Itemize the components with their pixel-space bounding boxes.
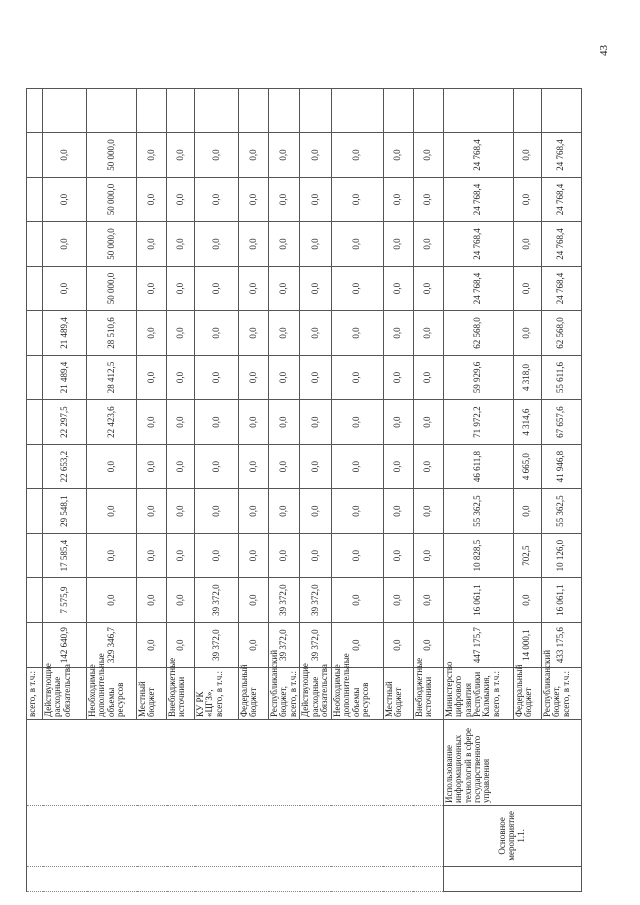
funding-source: Республиканский бюджет, всего, в т.ч.:: [541, 668, 581, 720]
empty-cell: [331, 88, 383, 133]
funding-source: Необходимые дополнительные объемы ресурсов: [331, 668, 383, 720]
amount-cell: 0,0: [513, 133, 541, 178]
amount-cell: 0,0: [43, 177, 87, 222]
amount-cell: 22 653,2: [43, 444, 87, 489]
amount-cell: 0,0: [413, 533, 443, 578]
amount-cell: 0,0: [383, 222, 413, 267]
amount-cell: 24 768,4: [541, 222, 581, 267]
amount-cell: 0,0: [269, 444, 300, 489]
amount-cell: 21 489,4: [43, 311, 87, 356]
event-name: Использование информационных технологий в сфере государственного управления: [443, 720, 581, 806]
funding-table: [26, 43, 582, 892]
amount-cell: 22 423,6: [87, 400, 137, 445]
amount-cell: 0,0: [331, 266, 383, 311]
amount-cell: 142 640,9: [43, 622, 87, 668]
amount-cell: 0,0: [137, 622, 167, 668]
amount-cell: 0,0: [167, 400, 195, 445]
amount-cell: 433 175,6: [541, 622, 581, 668]
amount-cell: 0,0: [513, 222, 541, 267]
amount-cell: 10 126,0: [541, 533, 581, 578]
amount-cell: [27, 533, 43, 578]
funding-source: Министерство цифрового развития Республики Калмыкия, всего, в т.ч.:: [443, 668, 513, 720]
funding-source: Действующие расходные обязательства: [300, 668, 331, 720]
amount-cell: 0,0: [269, 533, 300, 578]
amount-cell: [27, 222, 43, 267]
amount-cell: 39 372,0: [195, 622, 239, 668]
amount-cell: 0,0: [239, 311, 269, 356]
amount-cell: 0,0: [300, 222, 331, 267]
amount-cell: 0,0: [383, 266, 413, 311]
amount-cell: 0,0: [331, 578, 383, 623]
amount-cell: 0,0: [137, 355, 167, 400]
amount-cell: 0,0: [300, 533, 331, 578]
amount-cell: 24 768,4: [443, 266, 513, 311]
amount-cell: 22 297,5: [43, 400, 87, 445]
amount-cell: 0,0: [269, 400, 300, 445]
amount-cell: 0,0: [413, 222, 443, 267]
amount-cell: 0,0: [167, 355, 195, 400]
amount-cell: 0,0: [195, 266, 239, 311]
amount-cell: 0,0: [331, 533, 383, 578]
amount-cell: [27, 177, 43, 222]
amount-cell: 50 000,0: [87, 266, 137, 311]
empty-cell: [443, 88, 513, 133]
funding-source: Действующие расходные обязательства: [43, 668, 87, 720]
amount-cell: 0,0: [383, 578, 413, 623]
amount-cell: 0,0: [300, 133, 331, 178]
empty-cell: [195, 88, 239, 133]
empty-cell: [239, 88, 269, 133]
amount-cell: 0,0: [383, 311, 413, 356]
amount-cell: 0,0: [413, 177, 443, 222]
amount-cell: 0,0: [413, 355, 443, 400]
amount-cell: 0,0: [413, 622, 443, 668]
amount-cell: 0,0: [239, 622, 269, 668]
amount-cell: 0,0: [43, 133, 87, 178]
funding-source: Федеральный бюджет: [239, 668, 269, 720]
empty-cell: [43, 88, 87, 133]
amount-cell: 62 568,0: [443, 311, 513, 356]
amount-cell: 0,0: [137, 489, 167, 534]
amount-cell: 0,0: [167, 578, 195, 623]
amount-cell: 16 061,1: [541, 578, 581, 623]
amount-cell: 0,0: [195, 400, 239, 445]
empty-cell: [167, 88, 195, 133]
funding-source: КУ РК «ЦГЗ», всего, в т.ч.:: [195, 668, 239, 720]
amount-cell: 0,0: [269, 311, 300, 356]
amount-cell: [27, 622, 43, 668]
blank-col-b: [27, 806, 444, 867]
empty-cell: [413, 88, 443, 133]
table-row: [443, 44, 513, 892]
amount-cell: 0,0: [137, 311, 167, 356]
amount-cell: 39 372,0: [300, 578, 331, 623]
amount-cell: 0,0: [300, 177, 331, 222]
amount-cell: 24 768,4: [541, 177, 581, 222]
amount-cell: 55 611,6: [541, 355, 581, 400]
amount-cell: 4 665,0: [513, 444, 541, 489]
amount-cell: 24 768,4: [443, 222, 513, 267]
amount-cell: [27, 311, 43, 356]
amount-cell: 0,0: [167, 311, 195, 356]
amount-cell: 0,0: [300, 489, 331, 534]
amount-cell: 0,0: [413, 311, 443, 356]
amount-cell: 0,0: [195, 133, 239, 178]
amount-cell: 0,0: [167, 133, 195, 178]
amount-cell: 702,5: [513, 533, 541, 578]
funding-source: Местный бюджет: [383, 668, 413, 720]
amount-cell: 0,0: [239, 133, 269, 178]
amount-cell: 0,0: [43, 222, 87, 267]
amount-cell: 41 946,8: [541, 444, 581, 489]
amount-cell: 0,0: [383, 622, 413, 668]
amount-cell: 0,0: [43, 266, 87, 311]
blank-col-c: [27, 720, 444, 806]
amount-cell: 4 318,0: [513, 355, 541, 400]
amount-cell: 0,0: [137, 222, 167, 267]
funding-source: Внебюджетные источники: [413, 668, 443, 720]
empty-cell: [87, 88, 137, 133]
amount-cell: 0,0: [513, 177, 541, 222]
funding-source: Необходимые дополнительные объемы ресурсов: [87, 668, 137, 720]
amount-cell: 55 362,5: [541, 489, 581, 534]
amount-cell: 0,0: [331, 311, 383, 356]
amount-cell: 24 768,4: [443, 133, 513, 178]
amount-cell: 0,0: [300, 311, 331, 356]
amount-cell: 0,0: [137, 578, 167, 623]
amount-cell: 0,0: [269, 266, 300, 311]
amount-cell: 39 372,0: [269, 622, 300, 668]
amount-cell: 24 768,4: [541, 133, 581, 178]
amount-cell: 0,0: [167, 177, 195, 222]
amount-cell: 0,0: [167, 533, 195, 578]
amount-cell: 0,0: [383, 133, 413, 178]
amount-cell: 0,0: [413, 578, 443, 623]
amount-cell: 0,0: [300, 400, 331, 445]
amount-cell: 0,0: [331, 489, 383, 534]
amount-cell: 0,0: [195, 444, 239, 489]
amount-cell: 0,0: [167, 444, 195, 489]
amount-cell: 59 929,6: [443, 355, 513, 400]
amount-cell: 29 548,1: [43, 489, 87, 534]
amount-cell: 16 061,1: [443, 578, 513, 623]
amount-cell: 329 346,7: [87, 622, 137, 668]
amount-cell: [27, 133, 43, 178]
amount-cell: [27, 266, 43, 311]
amount-cell: 24 768,4: [541, 266, 581, 311]
amount-cell: 0,0: [239, 400, 269, 445]
amount-cell: 0,0: [195, 489, 239, 534]
amount-cell: 0,0: [300, 266, 331, 311]
amount-cell: 0,0: [239, 266, 269, 311]
amount-cell: 4 314,6: [513, 400, 541, 445]
empty-cell: [383, 88, 413, 133]
amount-cell: 0,0: [331, 222, 383, 267]
amount-cell: 0,0: [413, 444, 443, 489]
amount-cell: 7 575,9: [43, 578, 87, 623]
amount-cell: 39 372,0: [269, 578, 300, 623]
amount-cell: 0,0: [513, 489, 541, 534]
empty-cell: [300, 88, 331, 133]
amount-cell: 0,0: [239, 222, 269, 267]
amount-cell: [27, 578, 43, 623]
amount-cell: 39 372,0: [195, 578, 239, 623]
amount-cell: 67 657,6: [541, 400, 581, 445]
amount-cell: 0,0: [269, 133, 300, 178]
amount-cell: 28 510,6: [87, 311, 137, 356]
amount-cell: 0,0: [87, 578, 137, 623]
page-number: 43: [598, 45, 610, 56]
empty-cell: [269, 88, 300, 133]
table-row: [27, 44, 43, 892]
rotated-table-area: [26, 43, 571, 892]
amount-cell: 0,0: [383, 533, 413, 578]
funding-source: Республиканский бюджет, всего, в т.ч.:: [269, 668, 300, 720]
amount-cell: 0,0: [87, 444, 137, 489]
amount-cell: 0,0: [269, 222, 300, 267]
amount-cell: 0,0: [383, 444, 413, 489]
amount-cell: 0,0: [239, 489, 269, 534]
amount-cell: 0,0: [195, 311, 239, 356]
amount-cell: 50 000,0: [87, 133, 137, 178]
empty-cell: [137, 88, 167, 133]
amount-cell: 21 489,4: [43, 355, 87, 400]
amount-cell: 62 568,0: [541, 311, 581, 356]
amount-cell: 55 362,5: [443, 489, 513, 534]
empty-cell: [541, 88, 581, 133]
amount-cell: 0,0: [269, 489, 300, 534]
amount-cell: 0,0: [331, 444, 383, 489]
amount-cell: 14 000,1: [513, 622, 541, 668]
amount-cell: 0,0: [513, 311, 541, 356]
amount-cell: 0,0: [137, 133, 167, 178]
empty-cell: [27, 88, 43, 133]
funding-source: Местный бюджет: [137, 668, 167, 720]
event-code: Основное мероприятие 1.1.: [443, 806, 581, 867]
amount-cell: 0,0: [137, 400, 167, 445]
amount-cell: 0,0: [383, 355, 413, 400]
empty-cell: [513, 88, 541, 133]
amount-cell: 0,0: [195, 355, 239, 400]
amount-cell: [27, 355, 43, 400]
amount-cell: 50 000,0: [87, 177, 137, 222]
amount-cell: 0,0: [383, 400, 413, 445]
funding-source: Внебюджетные источники: [167, 668, 195, 720]
amount-cell: 0,0: [195, 533, 239, 578]
amount-cell: 0,0: [269, 177, 300, 222]
amount-cell: 0,0: [167, 489, 195, 534]
amount-cell: 447 175,7: [443, 622, 513, 668]
amount-cell: 0,0: [87, 489, 137, 534]
blank-col-a: [27, 866, 444, 891]
funding-source: Федеральный бюджет: [513, 668, 541, 720]
amount-cell: 0,0: [239, 533, 269, 578]
amount-cell: 0,0: [87, 533, 137, 578]
amount-cell: 17 585,4: [43, 533, 87, 578]
amount-cell: 0,0: [167, 222, 195, 267]
funding-source: всего, в т.ч.:: [27, 668, 43, 720]
amount-cell: 0,0: [239, 578, 269, 623]
amount-cell: 0,0: [137, 177, 167, 222]
amount-cell: [27, 444, 43, 489]
amount-cell: 0,0: [137, 266, 167, 311]
amount-cell: 0,0: [383, 489, 413, 534]
amount-cell: 0,0: [167, 622, 195, 668]
amount-cell: 24 768,4: [443, 177, 513, 222]
amount-cell: [27, 489, 43, 534]
blank-col-a: [443, 866, 581, 891]
amount-cell: 0,0: [413, 489, 443, 534]
amount-cell: 0,0: [331, 400, 383, 445]
amount-cell: 28 412,5: [87, 355, 137, 400]
amount-cell: [27, 400, 43, 445]
amount-cell: 0,0: [331, 355, 383, 400]
amount-cell: 0,0: [300, 355, 331, 400]
amount-cell: 0,0: [331, 622, 383, 668]
amount-cell: 0,0: [413, 266, 443, 311]
amount-cell: 0,0: [239, 355, 269, 400]
amount-cell: 0,0: [137, 444, 167, 489]
amount-cell: 0,0: [195, 177, 239, 222]
amount-cell: 0,0: [331, 133, 383, 178]
amount-cell: 0,0: [413, 133, 443, 178]
amount-cell: 0,0: [300, 444, 331, 489]
amount-cell: 71 972,2: [443, 400, 513, 445]
amount-cell: 0,0: [383, 177, 413, 222]
amount-cell: 0,0: [167, 266, 195, 311]
amount-cell: 0,0: [269, 355, 300, 400]
amount-cell: 0,0: [513, 578, 541, 623]
amount-cell: 0,0: [513, 266, 541, 311]
amount-cell: 39 372,0: [300, 622, 331, 668]
amount-cell: 46 611,8: [443, 444, 513, 489]
amount-cell: 0,0: [239, 177, 269, 222]
amount-cell: 50 000,0: [87, 222, 137, 267]
amount-cell: 0,0: [331, 177, 383, 222]
amount-cell: 0,0: [239, 444, 269, 489]
amount-cell: 0,0: [413, 400, 443, 445]
amount-cell: 0,0: [195, 222, 239, 267]
amount-cell: 10 828,5: [443, 533, 513, 578]
amount-cell: 0,0: [137, 533, 167, 578]
